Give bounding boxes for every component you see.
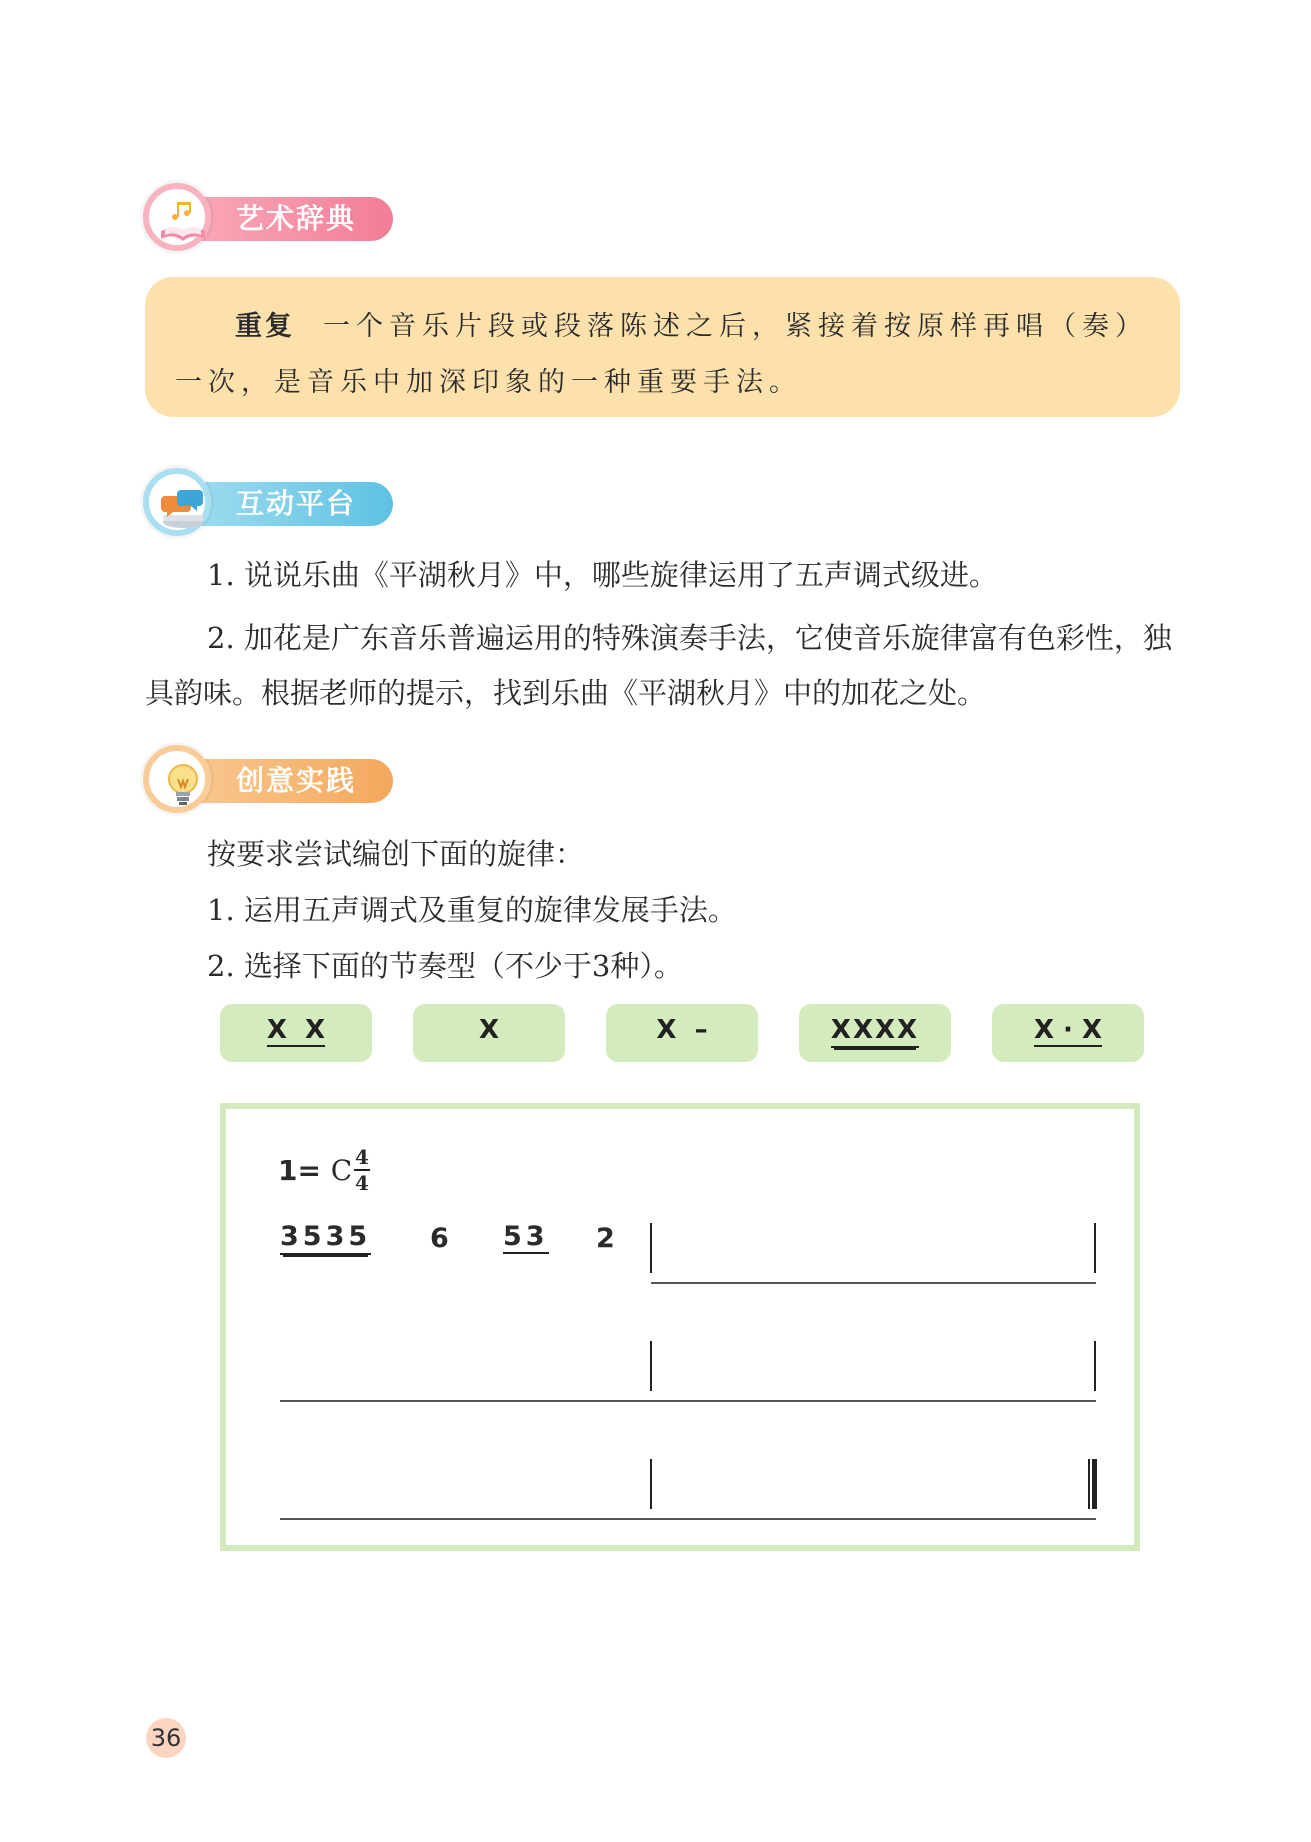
interactive-item-2: 2. 加花是广东音乐普遍运用的特殊演奏手法，它使音乐旋律富有色彩性，独具韵味。根据老师的提示，找到乐曲《平湖秋月》中的加花之处。 bbox=[145, 621, 1172, 710]
bar-line bbox=[1094, 1341, 1096, 1391]
writing-line bbox=[280, 1400, 1096, 1402]
note-group-3535: 3535 bbox=[280, 1221, 371, 1255]
page-number: 36 bbox=[146, 1718, 186, 1758]
creative-item-2: 2. 选择下面的节奏型（不少于3种）。 bbox=[207, 949, 683, 983]
chat-bubbles-icon bbox=[143, 468, 211, 536]
bar-line bbox=[650, 1341, 652, 1391]
time-signature: 4 4 bbox=[355, 1145, 369, 1195]
composition-score bbox=[220, 1103, 1140, 1551]
rhythm-pattern-1: X X bbox=[220, 1004, 372, 1062]
rhythm-pattern-2: X bbox=[413, 1004, 565, 1062]
bar-line bbox=[1088, 1459, 1090, 1509]
key-signature: 1= C bbox=[278, 1154, 353, 1187]
lightbulb-icon bbox=[143, 745, 211, 813]
final-bar-line bbox=[1092, 1459, 1097, 1509]
definition-term: 重复 bbox=[235, 311, 295, 342]
creative-item-1: 1. 运用五声调式及重复的旋律发展手法。 bbox=[207, 893, 737, 927]
section-header-interactive bbox=[143, 468, 393, 538]
section-header-dictionary bbox=[143, 183, 393, 253]
note-6: 6 bbox=[430, 1223, 453, 1254]
rhythm-pattern-5: X · X bbox=[992, 1004, 1144, 1062]
section-header-creative bbox=[143, 745, 393, 815]
rhythm-pattern-3: X – bbox=[606, 1004, 758, 1062]
rhythm-pattern-4: XXXX bbox=[799, 1004, 951, 1062]
note-2: 2 bbox=[596, 1223, 619, 1254]
section-title: 艺术辞典 bbox=[188, 197, 393, 241]
note-group-53: 53 bbox=[503, 1221, 549, 1252]
interactive-item-1: 1. 说说乐曲《平湖秋月》中，哪些旋律运用了五声调式级进。 bbox=[207, 558, 998, 592]
bar-line bbox=[650, 1459, 652, 1509]
writing-line bbox=[280, 1518, 1096, 1520]
rhythm-patterns bbox=[220, 1004, 1140, 1062]
creative-intro: 按要求尝试编创下面的旋律： bbox=[207, 837, 585, 871]
bar-line bbox=[650, 1223, 652, 1273]
definition-text: 一个音乐片段或段落陈述之后，紧接着按原样再唱（奏）一次，是音乐中加深印象的一种重要手法。 bbox=[175, 311, 1148, 398]
definition-box bbox=[145, 277, 1180, 417]
music-book-icon bbox=[143, 183, 211, 251]
writing-line bbox=[651, 1282, 1096, 1284]
bar-line bbox=[1094, 1223, 1096, 1273]
section-title: 互动平台 bbox=[188, 482, 393, 526]
section-title: 创意实践 bbox=[188, 759, 393, 803]
